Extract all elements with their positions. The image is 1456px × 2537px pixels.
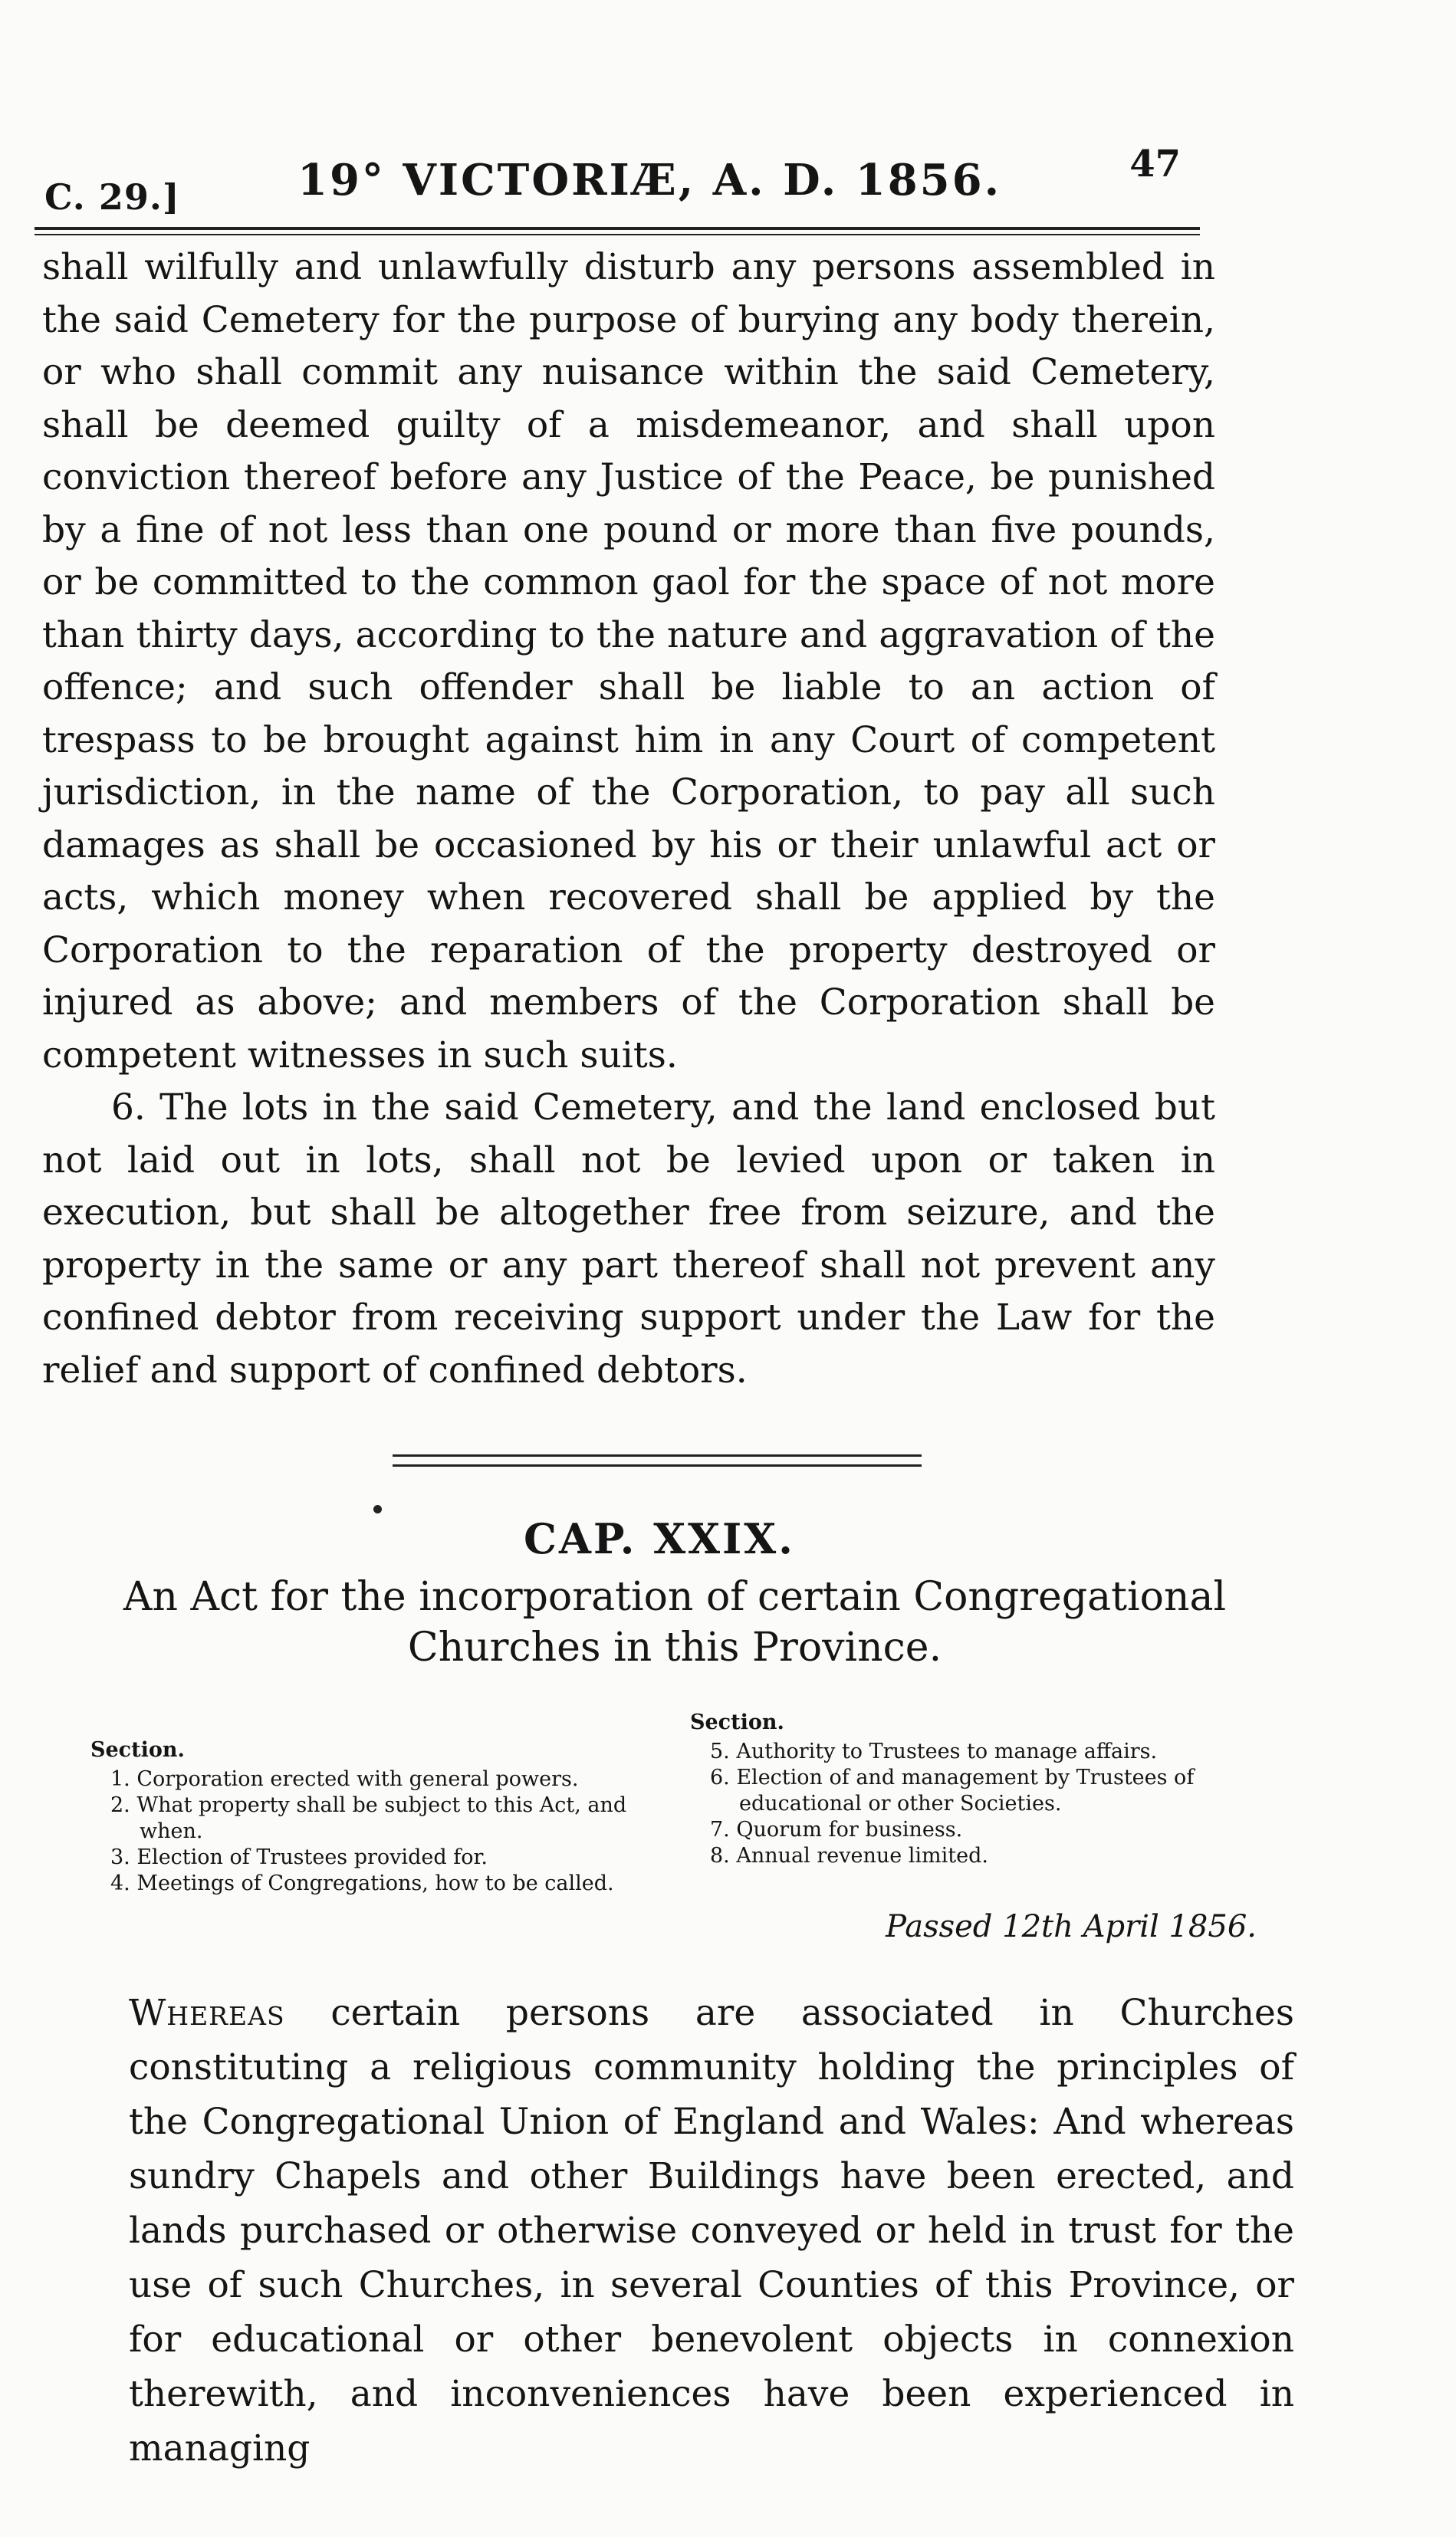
preamble-opening-word: Whereas — [129, 1992, 285, 2034]
section-heading-left: Section. — [90, 1738, 185, 1762]
running-head — [44, 143, 1195, 218]
summary-item: 6. Election of and management by Trustees of educational or other Societies. — [710, 1766, 1195, 1816]
summary-item: 3. Election of Trustees provided for. — [110, 1845, 488, 1869]
act-title: An Act for the incorporation of certain Congregational Churches in this Province. — [123, 1574, 1227, 1671]
section-summary-right — [690, 1710, 1288, 1869]
page-number: 47 — [1129, 143, 1181, 186]
preamble — [129, 1986, 1294, 2476]
preamble-text: certain persons are associated in Churches constituting a religious community holding the principles of the Congregational Union of England and Wales: And whereas sundry Chapels and other Buildings have been erected, and lands purchased or otherwise conveyed or held in trust for the use of such Churches, in several Counties of this Province, or for educational or other benevolent objects in connexion therewith, and inconveniences have been experienced in managing — [129, 1992, 1294, 2470]
summary-item: 8. Annual revenue limited. — [710, 1844, 988, 1868]
continuation-text — [42, 242, 1215, 1397]
summary-item: 1. Corporation erected with general powers. — [110, 1767, 579, 1791]
summary-item: 7. Quorum for business. — [710, 1818, 963, 1842]
chapter-reference: C. 29.] — [44, 176, 180, 218]
summary-item: 5. Authority to Trustees to manage affairs. — [710, 1740, 1158, 1763]
regnal-year: 19° VICTORIÆ, A. D. 1856. — [297, 155, 1002, 205]
continued-paragraph: shall wilfully and unlawfully disturb any persons assembled in the said Cemetery for the purpose of burying any body therein, or who shall commit any nuisance within the said Cemetery, shall be deemed guilty of a misdemeanor, and shall upon conviction thereof before any Justice of the Peace, be punished by a fine of not less than one pound or more than five pounds, or be committed to the common gaol for the space of not more than thirty days, according to the nature and aggravation of the offence; and such offender shall be liable to an action of trespass to be brought against him in any Court of competent jurisdiction, in the name of the Corporation, to pay all such damages as shall be occasioned by his or their unlawful act or acts, which money when recovered shall be applied by the Corporation to the reparation of the property destroyed or injured as above; and members of the Corporation shall be competent witnesses in such suits. — [42, 246, 1215, 1076]
passed-date: Passed 12th April 1856. — [886, 1909, 1257, 1944]
section-6-paragraph: 6. The lots in the said Cemetery, and the land enclosed but not laid out in lots, shall not be levied upon or taken in execution, but shall be altogether free from seizure, and the property in the same or any part thereof shall not prevent any confined debtor from receiving support under the Law for the relief and support of confined debtors. — [42, 1086, 1215, 1392]
margin-dot — [373, 1505, 382, 1513]
section-heading-right: Section. — [690, 1711, 784, 1734]
summary-item: 4. Meetings of Congregations, how to be called. — [110, 1872, 614, 1895]
section-summary — [90, 1710, 1287, 1940]
section-summary-left — [90, 1737, 689, 1897]
chapter-title: CAP. XXIX. — [524, 1514, 795, 1563]
header-rule — [35, 227, 1200, 235]
summary-item: 2. What property shall be subject to this Act, and when. — [110, 1793, 627, 1843]
section-divider — [393, 1454, 922, 1467]
